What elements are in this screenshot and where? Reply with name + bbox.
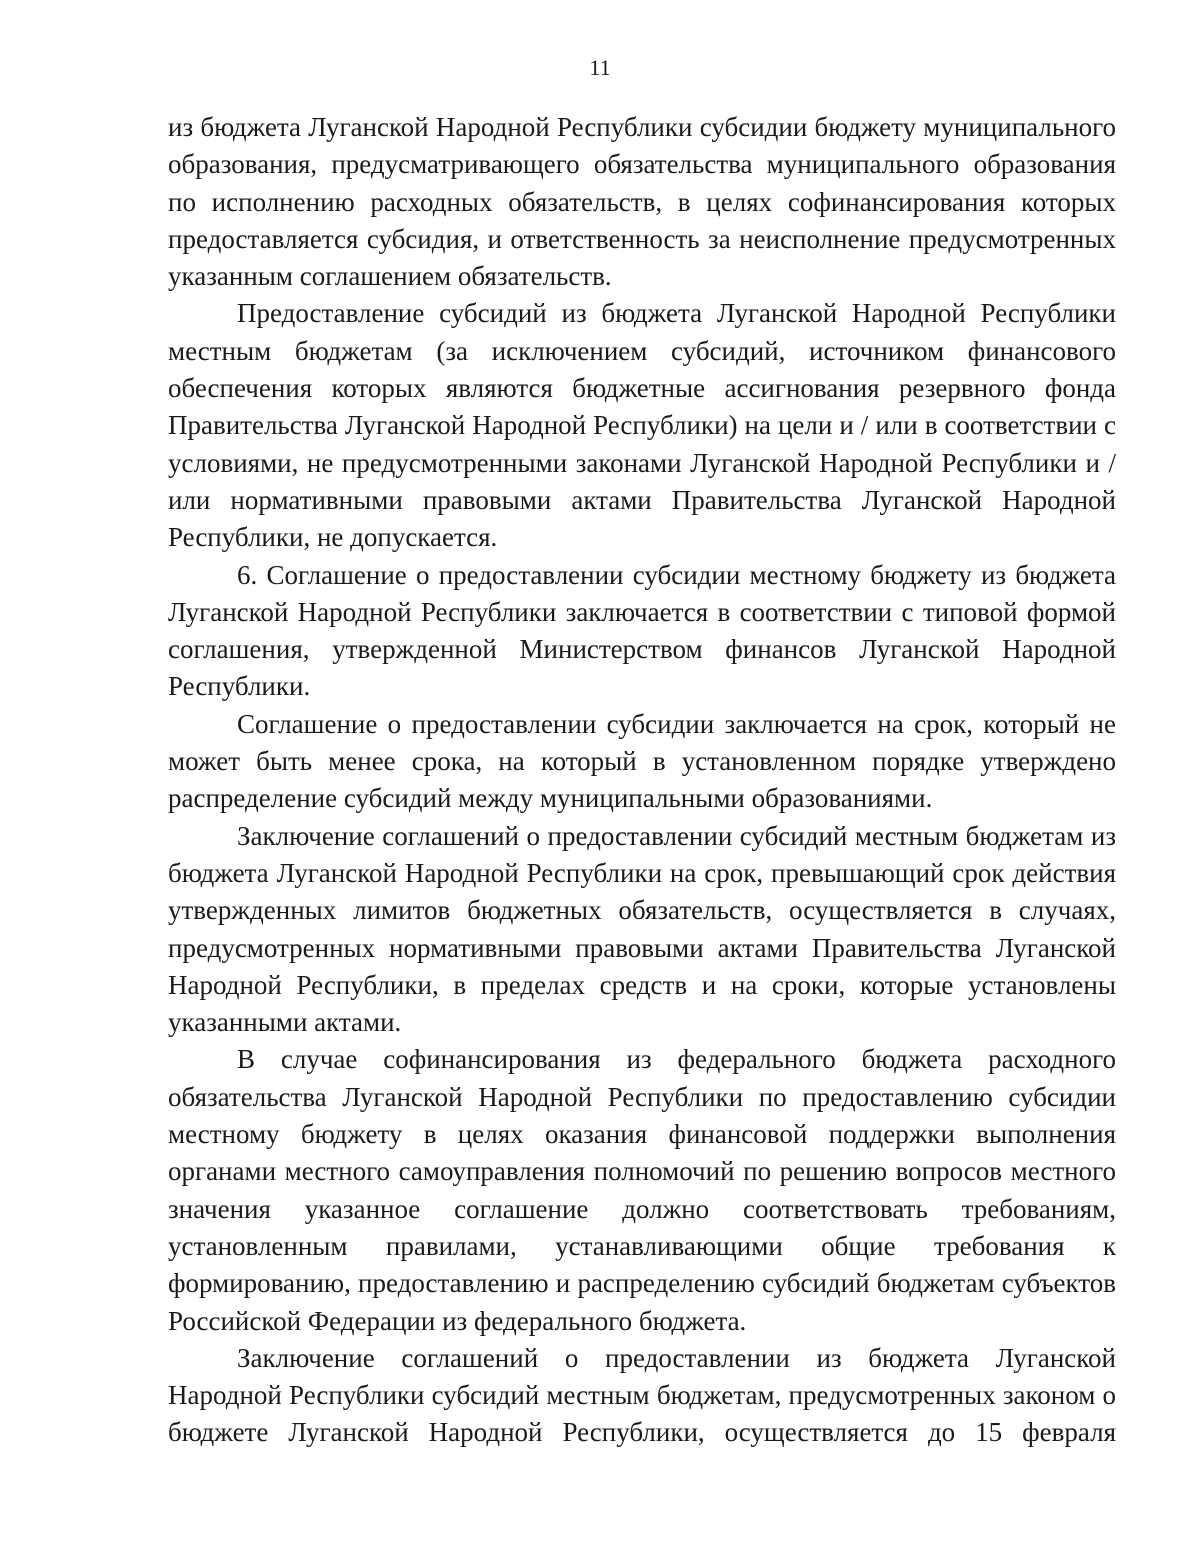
paragraph-agreement-term: Соглашение о предоставлении субсидии заключается на срок, который не может быть менее срока, на который в установленном порядке утверждено распределение субсидий между муниципальными образованиями.: [168, 708, 1116, 814]
page-number: 11: [589, 55, 611, 80]
paragraph-agreement-deadline: Заключение соглашений о предоставлении из бюджета Луганской Народной Республики субсидий местным бюджетам, предусмотренных законом о бюджете Луганской Народной Республики, осуществляется до 15 февраля: [168, 1342, 1116, 1448]
paragraph-federal-cofinancing: В случае софинансирования из федерального бюджета расходного обязательства Луганской Народной Республики по предоставлению субсидии местному бюджету в целях оказания финансовой поддержки выполнения органами местного самоуправления полномочий по решению вопросов местного значения указанное соглашение должно соответствовать требованиям, установленным правилами, устанавливающими общие требования к формированию, предоставлению и распределению субсидий бюджетам субъектов Российской Федерации из федерального бюджета.: [168, 1044, 1116, 1336]
paragraph-continuation: из бюджета Луганской Народной Республики субсидии бюджету муниципального образования, предусматривающего обязательства муниципального образования по исполнению расходных обязательств, в целях софинансирования которых предоставляется субсидия, и ответственность за неисполнение предусмотренных указанным соглашением обязательств.: [168, 112, 1116, 292]
document-body: [168, 109, 1116, 1452]
paragraph-subsidy-restriction: Предоставление субсидий из бюджета Луганской Народной Республики местным бюджетам (за исключением субсидий, источником финансового обеспечения которых являются бюджетные ассигнования резервного фонда Правительства Луганской Народной Республики) на цели и / или в соответствии с условиями, не предусмотренными законами Луганской Народной Республики и / или нормативными правовыми актами Правительства Луганской Народной Республики, не допускается.: [168, 298, 1116, 553]
paragraph-item-6: 6. Соглашение о предоставлении субсидии местному бюджету из бюджета Луганской Народной Республики заключается в соответствии с типовой формой соглашения, утвержденной Министерством финансов Луганской Народной Республики.: [168, 559, 1116, 702]
paragraph-extended-term: Заключение соглашений о предоставлении субсидий местным бюджетам из бюджета Луганской Народной Республики на срок, превышающий срок действия утвержденных лимитов бюджетных обязательств, осуществляется в случаях, предусмотренных нормативными правовыми актами Правительства Луганской Народной Республики, в пределах средств и на сроки, которые установлены указанными актами.: [168, 820, 1116, 1038]
